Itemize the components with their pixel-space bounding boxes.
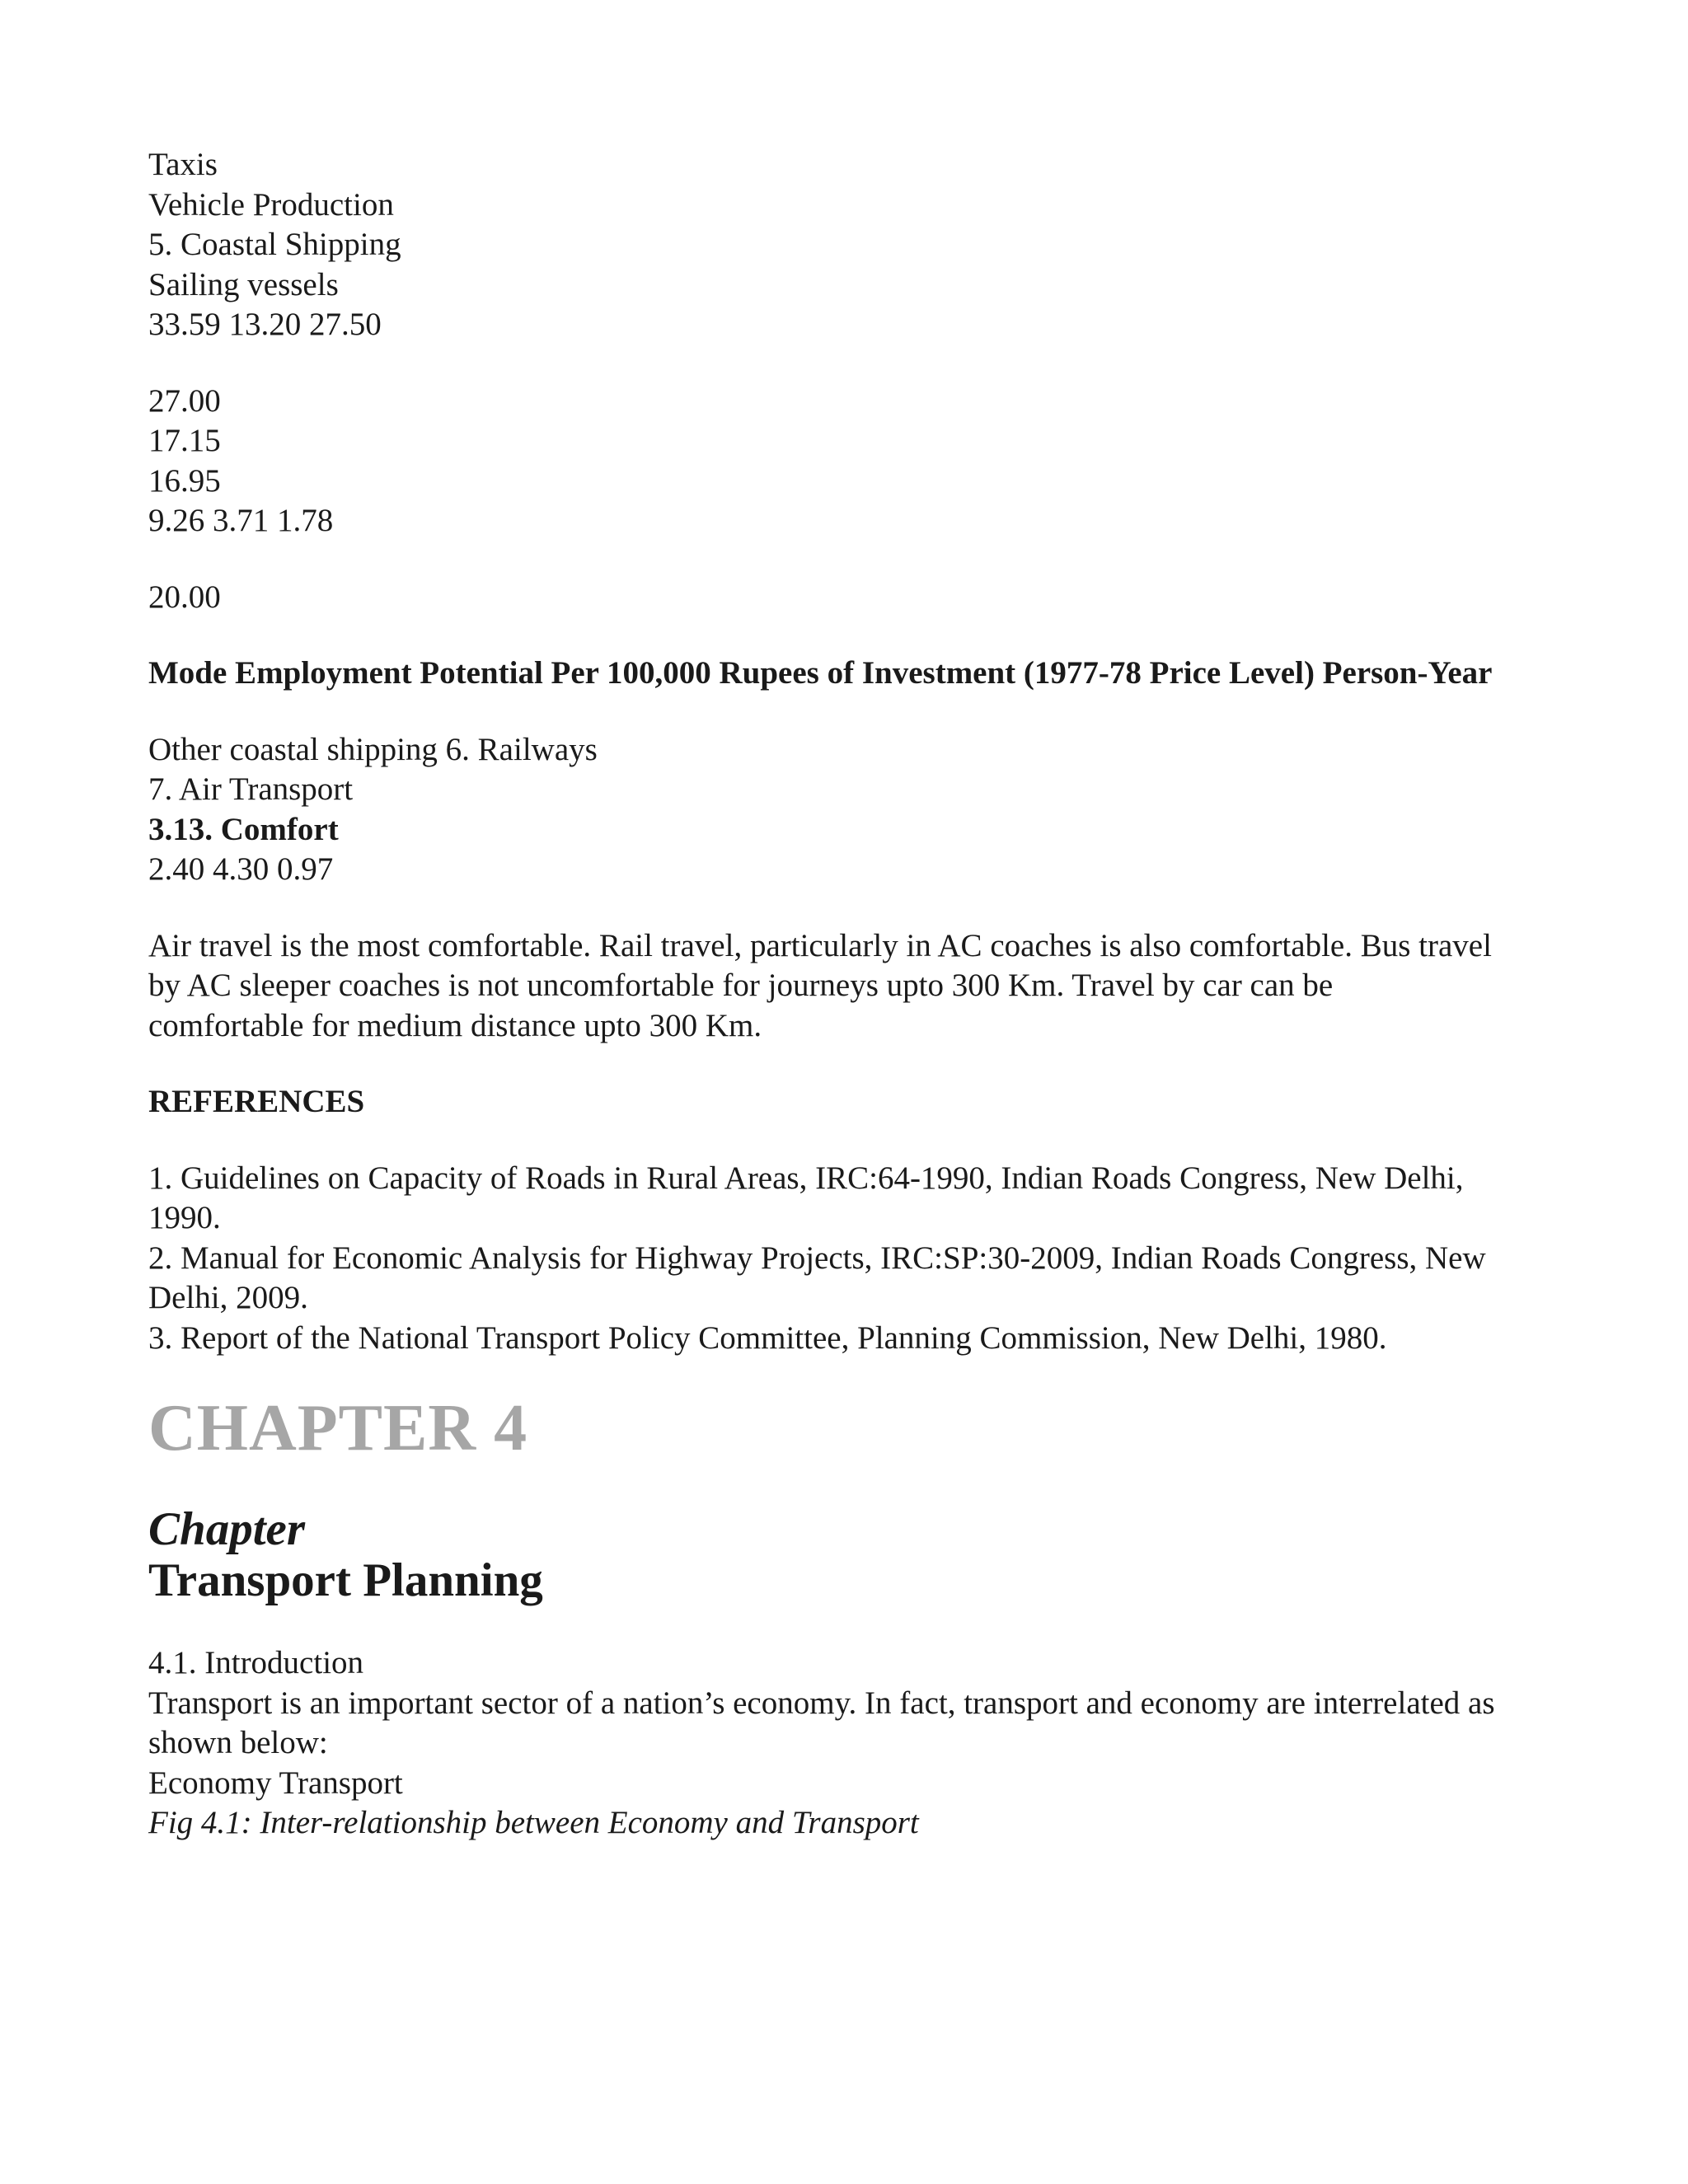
reference-item: 3. Report of the National Transport Policy Committee, Planning Commission, New Delhi, 1980. xyxy=(148,1319,1387,1356)
text-line: 27.00 xyxy=(148,382,221,419)
text-line: Taxis xyxy=(148,147,218,182)
data-value: 20.00 xyxy=(148,579,221,615)
reference-item: 2. Manual for Economic Analysis for Highway Projects, IRC:SP:30-2009, Indian Roads Congress, New xyxy=(148,1240,1486,1276)
paragraph-line: Air travel is the most comfortable. Rail travel, particularly in AC coaches is also comfortable. Bus travel xyxy=(148,927,1492,963)
paragraph-line: Transport is an important sector of a nation’s economy. In fact, transport and economy are interrelated as xyxy=(148,1685,1495,1721)
paragraph-line: shown below: xyxy=(148,1725,328,1760)
reference-item-continued: Delhi, 2009. xyxy=(148,1280,308,1315)
document-page xyxy=(148,145,1550,1844)
text-line: 17.15 xyxy=(148,423,221,458)
section-heading: 3.13. Comfort xyxy=(148,811,339,847)
reference-item: 1. Guidelines on Capacity of Roads in Rural Areas, IRC:64-1990, Indian Roads Congress, New Delhi, xyxy=(148,1160,1464,1196)
table-heading: Mode Employment Potential Per 100,000 Rupees of Investment (1977-78 Price Level) Person-Year xyxy=(148,655,1493,691)
figure-caption: Fig 4.1: Inter-relationship between Economy and Transport xyxy=(148,1805,919,1840)
data-block-1 xyxy=(148,145,1550,345)
text-line: 16.95 xyxy=(148,462,221,499)
data-block-4 xyxy=(148,730,1550,890)
data-block-2 xyxy=(148,382,1550,541)
text-line: Vehicle Production xyxy=(148,186,394,223)
text-line: 5. Coastal Shipping xyxy=(148,227,401,262)
text-line: 7. Air Transport xyxy=(148,771,354,807)
chapter-label: Chapter xyxy=(148,1503,306,1555)
paragraph-line: by AC sleeper coaches is not uncomfortable for journeys upto 300 Km. Travel by car can be xyxy=(148,968,1334,1003)
text-line: Sailing vessels xyxy=(148,266,339,302)
section-heading: 4.1. Introduction xyxy=(148,1645,364,1680)
references-heading: REFERENCES xyxy=(148,1084,365,1119)
reference-item-continued: 1990. xyxy=(148,1200,221,1235)
text-line: 33.59 13.20 27.50 xyxy=(148,307,382,342)
paragraph-line: comfortable for medium distance upto 300 Km. xyxy=(148,1007,762,1043)
text-line: Other coastal shipping 6. Railways xyxy=(148,731,598,767)
references-list xyxy=(148,1159,1550,1359)
introduction-section xyxy=(148,1643,1550,1844)
text-line: 9.26 3.71 1.78 xyxy=(148,503,334,538)
text-line: 2.40 4.30 0.97 xyxy=(148,851,334,887)
chapter-title: Transport Planning xyxy=(148,1554,543,1606)
chapter-number: CHAPTER 4 xyxy=(148,1392,528,1465)
comfort-paragraph xyxy=(148,926,1550,1047)
figure-text: Economy Transport xyxy=(148,1765,403,1801)
